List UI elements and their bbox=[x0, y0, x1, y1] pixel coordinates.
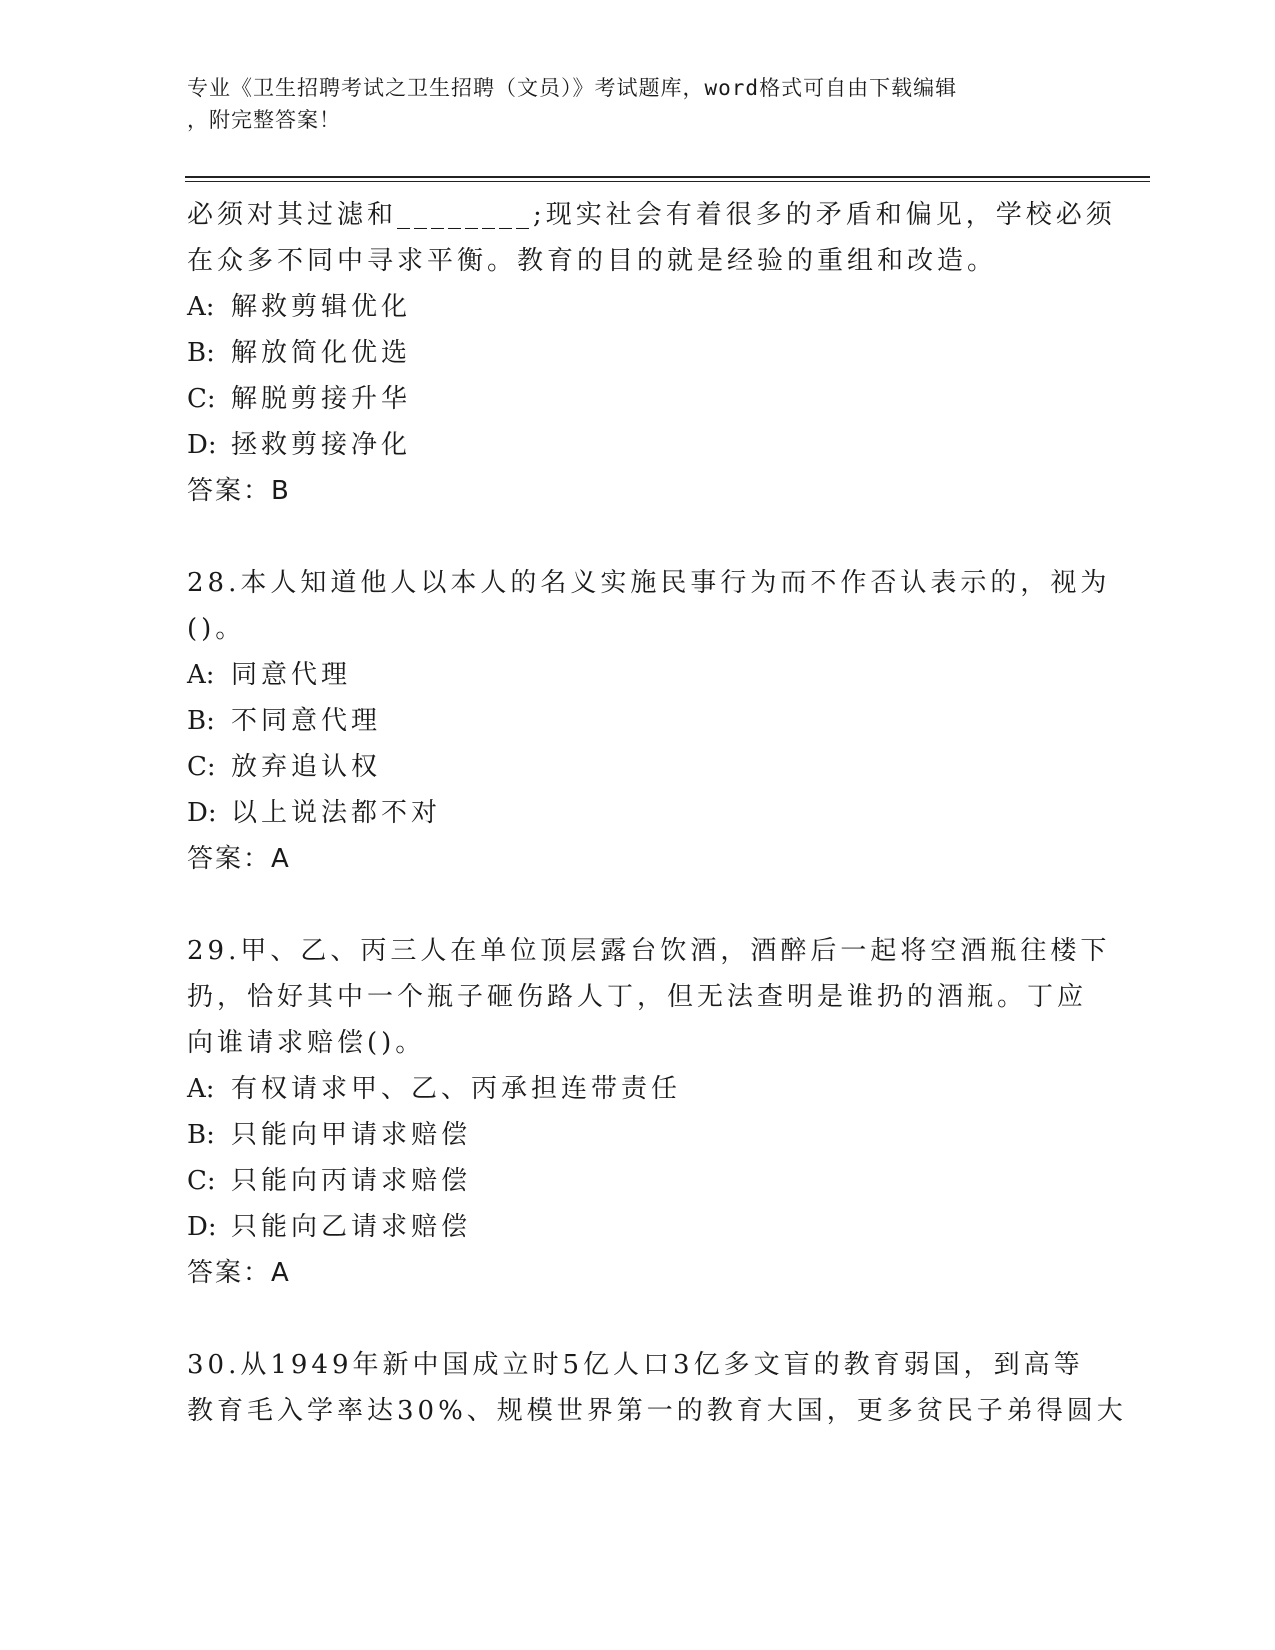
option-text: 拯救剪接净化 bbox=[231, 430, 412, 460]
option-text: 解放简化优选 bbox=[231, 338, 412, 368]
question-text-line: 30.从1949年新中国成立时5亿人口3亿多文盲的教育弱国，到高等 bbox=[187, 1350, 1084, 1380]
option-key: C: bbox=[187, 384, 216, 414]
question-28 bbox=[187, 560, 1111, 882]
option-key: B: bbox=[187, 1120, 215, 1150]
option-key: C: bbox=[187, 752, 216, 782]
option-key: D: bbox=[187, 430, 217, 460]
question-27 bbox=[187, 192, 1116, 514]
option-key: D: bbox=[187, 1212, 217, 1242]
header-line-2: ，附完整答案！ bbox=[187, 108, 341, 132]
option-d bbox=[187, 1204, 1087, 1250]
option-key: D: bbox=[187, 798, 217, 828]
option-key: B: bbox=[187, 706, 215, 736]
document-body bbox=[187, 192, 1127, 1434]
question-text-line: 向谁请求赔偿()。 bbox=[187, 1028, 426, 1058]
spacer bbox=[187, 882, 1087, 928]
option-a bbox=[187, 1066, 1087, 1112]
option-d bbox=[187, 422, 1087, 468]
option-c bbox=[187, 1158, 1087, 1204]
header-divider bbox=[185, 176, 1150, 182]
option-b bbox=[187, 698, 1087, 744]
question-29 bbox=[187, 928, 1111, 1296]
header-line-1: 专业《卫生招聘考试之卫生招聘（文员）》考试题库，word格式可自由下载编辑 bbox=[187, 76, 958, 100]
option-c bbox=[187, 744, 1087, 790]
option-text: 不同意代理 bbox=[231, 706, 382, 736]
option-text: 解救剪辑优化 bbox=[231, 292, 412, 322]
option-a bbox=[187, 652, 1087, 698]
option-a bbox=[187, 284, 1087, 330]
question-text-line: 扔，恰好其中一个瓶子砸伤路人丁，但无法查明是谁扔的酒瓶。丁应 bbox=[187, 982, 1088, 1012]
answer-line: 答案：B bbox=[187, 476, 291, 506]
option-text: 解脱剪接升华 bbox=[231, 384, 412, 414]
document-header bbox=[187, 72, 1087, 136]
spacer bbox=[187, 1296, 1087, 1342]
question-30 bbox=[187, 1342, 1127, 1434]
question-text-line: 在众多不同中寻求平衡。教育的目的就是经验的重组和改造。 bbox=[187, 246, 998, 276]
question-text-line: 28.本人知道他人以本人的名义实施民事行为而不作否认表示的，视为 bbox=[187, 568, 1111, 598]
option-b bbox=[187, 1112, 1087, 1158]
option-text: 只能向甲请求赔偿 bbox=[231, 1120, 472, 1150]
question-text-line: 29.甲、乙、丙三人在单位顶层露台饮酒，酒醉后一起将空酒瓶往楼下 bbox=[187, 936, 1111, 966]
option-b bbox=[187, 330, 1087, 376]
option-d bbox=[187, 790, 1087, 836]
option-key: B: bbox=[187, 338, 215, 368]
spacer bbox=[187, 514, 1087, 560]
option-text: 放弃追认权 bbox=[231, 752, 382, 782]
option-text: 以上说法都不对 bbox=[231, 798, 442, 828]
option-text: 只能向乙请求赔偿 bbox=[231, 1212, 472, 1242]
question-text-line: 必须对其过滤和________;现实社会有着很多的矛盾和偏见，学校必须 bbox=[187, 200, 1116, 230]
option-key: C: bbox=[187, 1166, 216, 1196]
option-text: 只能向丙请求赔偿 bbox=[231, 1166, 472, 1196]
option-c bbox=[187, 376, 1087, 422]
option-key: A: bbox=[187, 1074, 215, 1104]
option-key: A: bbox=[187, 292, 215, 322]
question-text-line: ()。 bbox=[187, 614, 246, 644]
answer-line: 答案：A bbox=[187, 844, 291, 874]
option-text: 同意代理 bbox=[231, 660, 352, 690]
question-text-line: 教育毛入学率达30%、规模世界第一的教育大国，更多贫民子弟得圆大 bbox=[187, 1396, 1127, 1426]
option-key: A: bbox=[187, 660, 215, 690]
option-text: 有权请求甲、乙、丙承担连带责任 bbox=[231, 1074, 682, 1104]
answer-line: 答案：A bbox=[187, 1258, 291, 1288]
